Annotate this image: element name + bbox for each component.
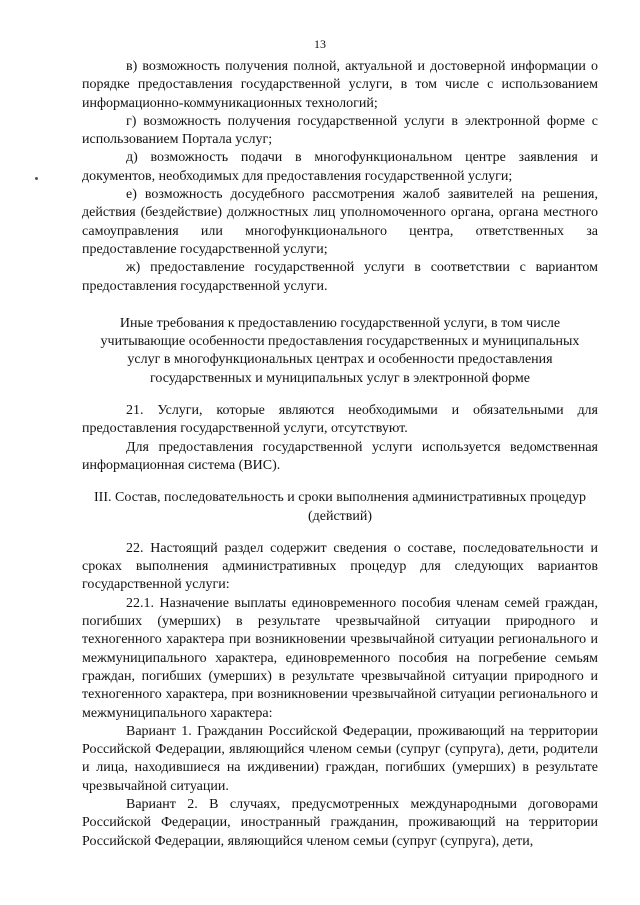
spacer	[82, 388, 598, 402]
section-heading-other-requirements: Иные требования к предоставлению государственной услуги, в том числе учитывающие особенности предоставления государственных и муниципальных услуг в многофункциональных центрах и особенности предоставления государственных и муниципальных услуг в электронной форме	[100, 315, 580, 386]
spacer	[82, 526, 598, 540]
list-item-v: в) возможность получения полной, актуальной и достоверной информации о порядке предоставления государственной услуги, в том числе с использованием информационно-коммуникационных технологий;	[82, 59, 598, 111]
variant-1-paragraph: Вариант 1. Гражданин Российской Федерации, проживающий на территории Российской Федерации, являющийся членом семьи (супруг (супруга), дети, родители и лица, находившиеся на иждивении) граждан, погибших (умерших) в результате чрезвычайной ситуации.	[82, 723, 598, 794]
list-item-g: г) возможность получения государственной услуги в электронной форме с использованием Портала услуг;	[82, 113, 598, 148]
list-item-d: д) возможность подачи в многофункциональном центре заявления и документов, необходимых для предоставления государственной услуги;	[82, 150, 598, 184]
variant-2-paragraph: Вариант 2. В случаях, предусмотренных международными договорами Российской Федерации, иностранный гражданин, проживающий на территории Российской Федерации, являющийся членом семьи (супруг (супруга), дети,	[82, 796, 598, 849]
document-body	[82, 58, 598, 851]
paragraph-22-1: 22.1. Назначение выплаты единовременного пособия членам семей граждан, погибших (умерших) в результате чрезвычайной ситуации природного и техногенного характера при возникновении чрезвычайной ситуации регионального и межмуниципального характера, единовременного пособия на погребение семьям граждан, погибших (умерших) в результате чрезвычайной ситуации природного и техногенного характера, при возникновении чрезвычайной ситуации регионального и межмуниципального характера:	[82, 595, 598, 721]
spacer	[82, 475, 598, 489]
list-item-e: е) возможность досудебного рассмотрения жалоб заявителей на решения, действия (бездействие) должностных лиц уполномоченного органа, органа местного самоуправления или многофункционального центра, ответственных за предоставление государственной услуги;	[82, 187, 598, 257]
section-heading-iii: III. Состав, последовательность и сроки выполнения административных процедур (действий)	[94, 490, 586, 524]
paragraph-21-vis: Для предоставления государственной услуги используется ведомственная информационная система (ВИС).	[82, 439, 598, 473]
list-item-zh: ж) предоставление государственной услуги в соответствии с вариантом предоставления государственной услуги.	[82, 260, 598, 294]
margin-mark	[35, 177, 38, 180]
paragraph-21: 21. Услуги, которые являются необходимыми и обязательными для предоставления государственной услуги, отсутствуют.	[82, 403, 598, 437]
paragraph-22: 22. Настоящий раздел содержит сведения о составе, последовательности и сроках выполнения административных процедур для следующих вариантов государственной услуги:	[82, 540, 598, 593]
spacer	[82, 296, 598, 315]
page-number: 13	[314, 37, 326, 51]
